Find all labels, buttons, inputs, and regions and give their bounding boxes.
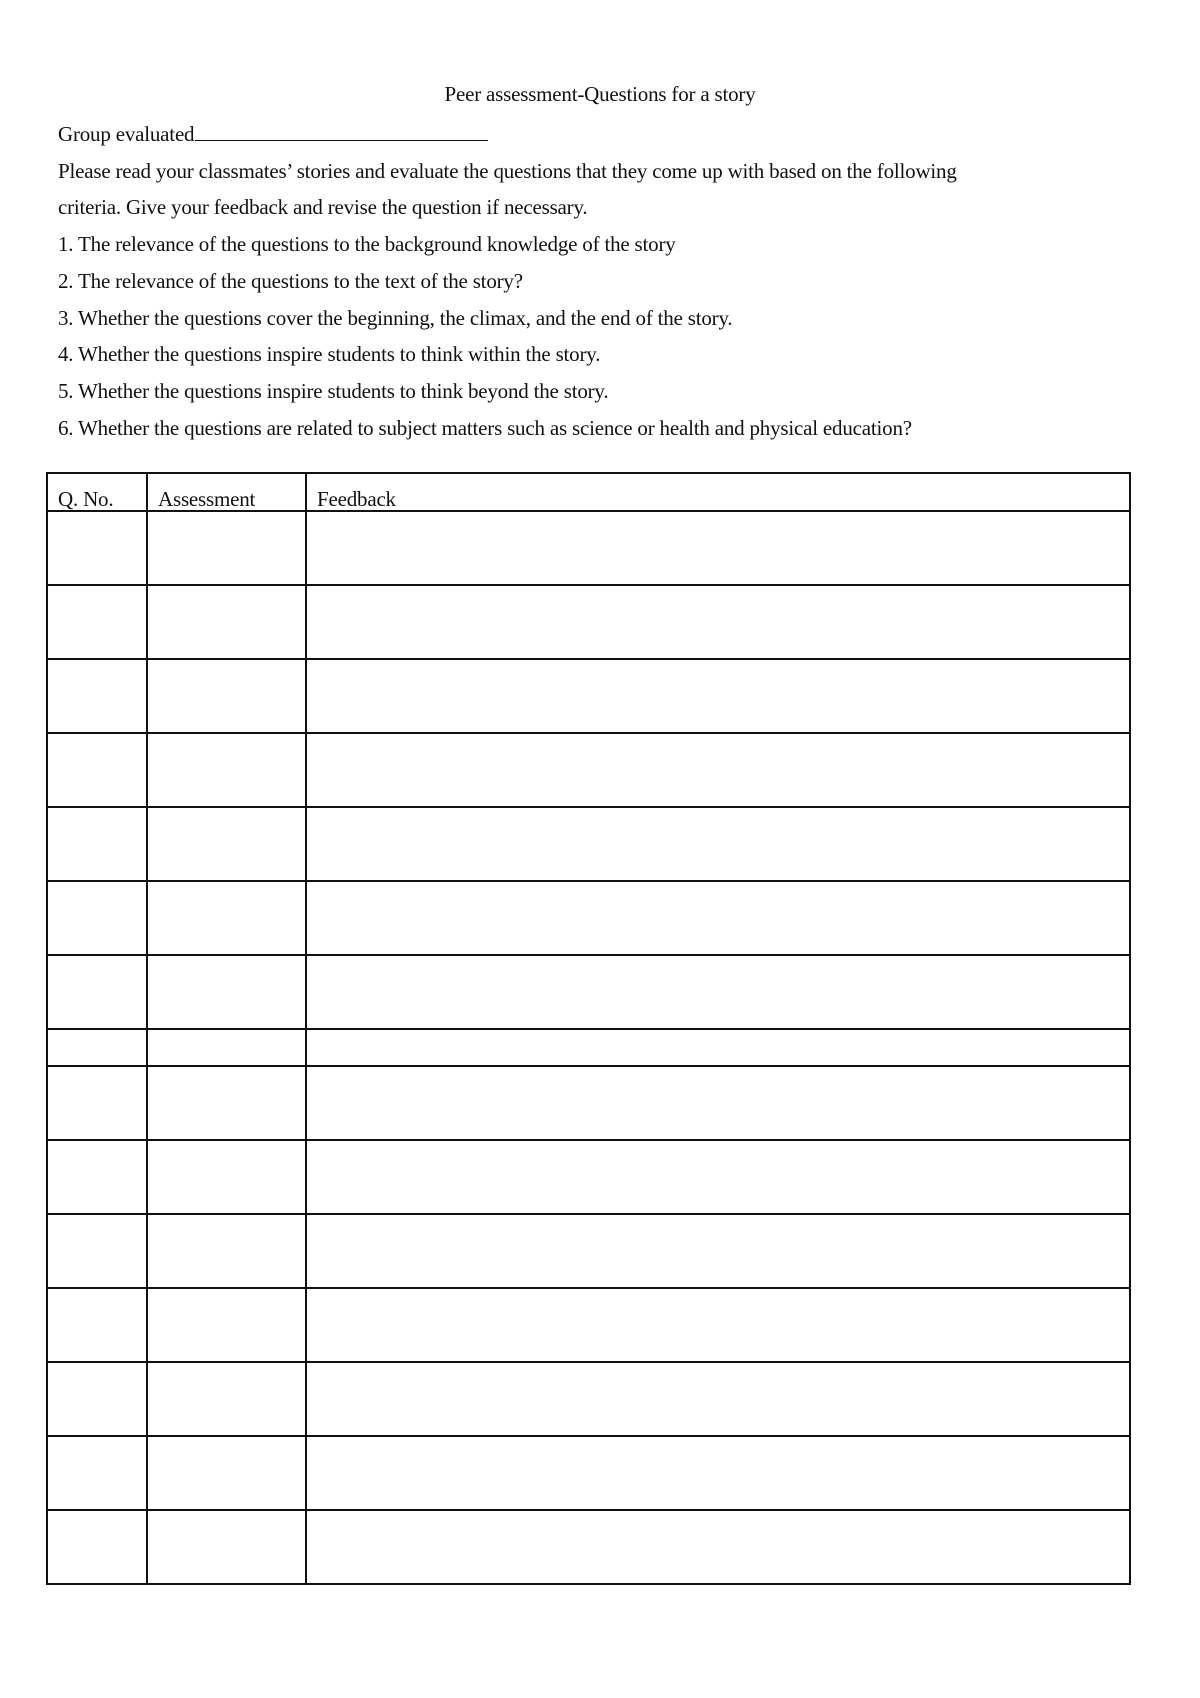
feedback-cell[interactable] xyxy=(306,1214,1130,1288)
table-row xyxy=(47,1140,1130,1214)
table-row xyxy=(47,1510,1130,1584)
q-no-cell[interactable] xyxy=(47,585,147,659)
table-row xyxy=(47,585,1130,659)
assessment-cell[interactable] xyxy=(147,1066,306,1140)
table-row xyxy=(47,1029,1130,1066)
feedback-cell[interactable] xyxy=(306,1436,1130,1510)
criteria-item: 1. The relevance of the questions to the background knowledge of the story xyxy=(58,232,676,257)
q-no-cell[interactable] xyxy=(47,1510,147,1584)
table-row xyxy=(47,1288,1130,1362)
feedback-cell[interactable] xyxy=(306,807,1130,881)
table-row xyxy=(47,1066,1130,1140)
table-row xyxy=(47,807,1130,881)
assessment-cell[interactable] xyxy=(147,659,306,733)
q-no-cell[interactable] xyxy=(47,733,147,807)
feedback-cell[interactable] xyxy=(306,511,1130,585)
assessment-cell[interactable] xyxy=(147,807,306,881)
group-evaluated-blank[interactable] xyxy=(195,118,488,141)
table-header-row xyxy=(47,473,1130,511)
q-no-cell[interactable] xyxy=(47,1436,147,1510)
table-row xyxy=(47,659,1130,733)
assessment-cell[interactable] xyxy=(147,1362,306,1436)
page-title: Peer assessment-Questions for a story xyxy=(444,82,756,106)
table-row xyxy=(47,1436,1130,1510)
table-row xyxy=(47,1214,1130,1288)
assessment-table xyxy=(46,472,1131,1585)
assessment-cell[interactable] xyxy=(147,511,306,585)
table-row xyxy=(47,881,1130,955)
table-row xyxy=(47,733,1130,807)
feedback-cell[interactable] xyxy=(306,733,1130,807)
table-row xyxy=(47,511,1130,585)
q-no-cell[interactable] xyxy=(47,511,147,585)
q-no-cell[interactable] xyxy=(47,1066,147,1140)
column-header-q-no: Q. No. xyxy=(47,473,147,511)
feedback-cell[interactable] xyxy=(306,659,1130,733)
assessment-cell[interactable] xyxy=(147,881,306,955)
q-no-cell[interactable] xyxy=(47,1029,147,1066)
assessment-cell[interactable] xyxy=(147,1510,306,1584)
q-no-cell[interactable] xyxy=(47,1288,147,1362)
assessment-cell[interactable] xyxy=(147,955,306,1029)
assessment-cell[interactable] xyxy=(147,1436,306,1510)
instructions-block xyxy=(58,116,1138,446)
q-no-cell[interactable] xyxy=(47,881,147,955)
feedback-cell[interactable] xyxy=(306,1029,1130,1066)
table-row xyxy=(47,955,1130,1029)
criteria-item: 2. The relevance of the questions to the text of the story? xyxy=(58,268,523,293)
criteria-item: 5. Whether the questions inspire students to think beyond the story. xyxy=(58,378,609,403)
feedback-cell[interactable] xyxy=(306,1288,1130,1362)
assessment-cell[interactable] xyxy=(147,733,306,807)
feedback-cell[interactable] xyxy=(306,955,1130,1029)
q-no-cell[interactable] xyxy=(47,659,147,733)
feedback-cell[interactable] xyxy=(306,1140,1130,1214)
feedback-cell[interactable] xyxy=(306,1510,1130,1584)
q-no-cell[interactable] xyxy=(47,955,147,1029)
q-no-cell[interactable] xyxy=(47,1214,147,1288)
q-no-cell[interactable] xyxy=(47,1362,147,1436)
feedback-cell[interactable] xyxy=(306,1066,1130,1140)
assessment-cell[interactable] xyxy=(147,1214,306,1288)
assessment-cell[interactable] xyxy=(147,1140,306,1214)
feedback-cell[interactable] xyxy=(306,1362,1130,1436)
instruction-line: Please read your classmates’ stories and evaluate the questions that they come up with based on the following xyxy=(58,158,957,183)
criteria-item: 3. Whether the questions cover the beginning, the climax, and the end of the story. xyxy=(58,305,733,330)
criteria-list xyxy=(58,226,1138,446)
table-row xyxy=(47,1362,1130,1436)
criteria-item: 4. Whether the questions inspire students to think within the story. xyxy=(58,342,601,367)
group-evaluated-label: Group evaluated xyxy=(58,122,195,146)
assessment-cell[interactable] xyxy=(147,585,306,659)
assessment-cell[interactable] xyxy=(147,1029,306,1066)
feedback-cell[interactable] xyxy=(306,881,1130,955)
column-header-feedback: Feedback xyxy=(306,473,1130,511)
q-no-cell[interactable] xyxy=(47,807,147,881)
group-evaluated-row xyxy=(58,116,1138,153)
criteria-item: 6. Whether the questions are related to subject matters such as science or health and physical education? xyxy=(58,415,912,440)
assessment-cell[interactable] xyxy=(147,1288,306,1362)
column-header-assessment: Assessment xyxy=(147,473,306,511)
q-no-cell[interactable] xyxy=(47,1140,147,1214)
instruction-line: criteria. Give your feedback and revise the question if necessary. xyxy=(58,195,588,220)
feedback-cell[interactable] xyxy=(306,585,1130,659)
